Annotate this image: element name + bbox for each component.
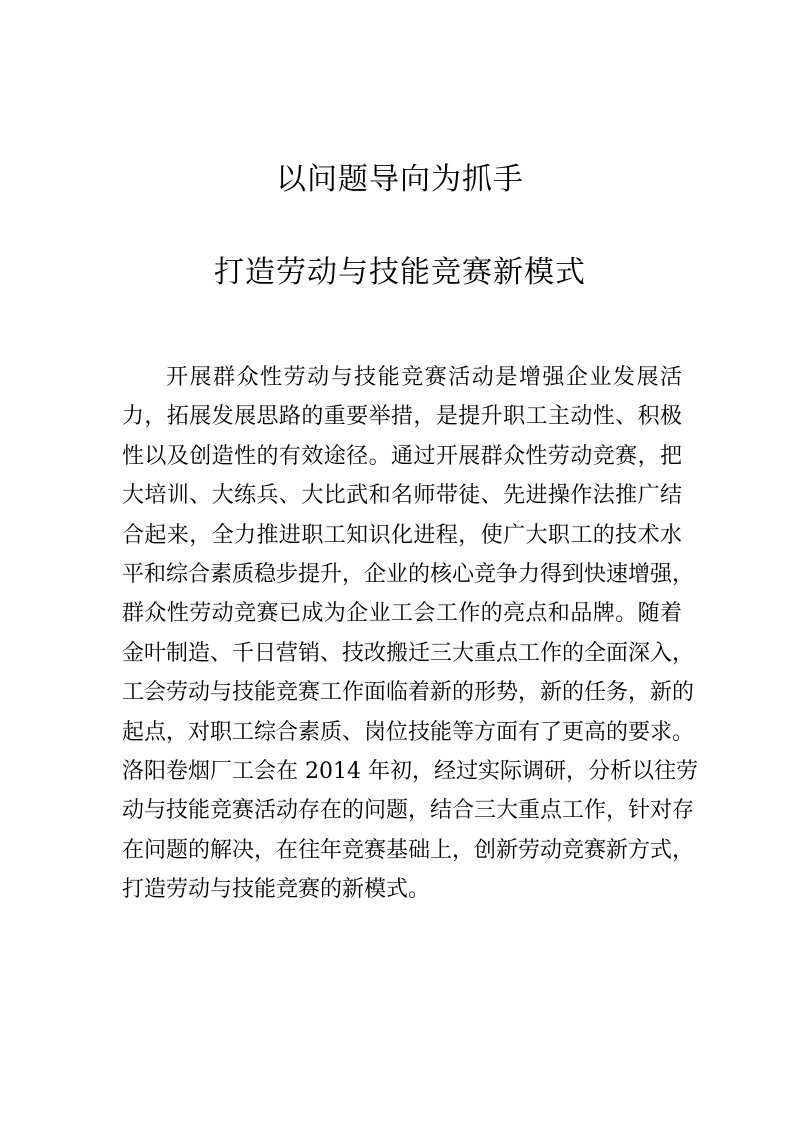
body-line: 大培训、大练兵、大比武和名师带徒、先进操作法推广结: [122, 483, 682, 509]
body-line: 起点，对职工综合素质、岗位技能等方面有了更高的要求。: [122, 719, 695, 745]
body-paragraph: [122, 358, 698, 910]
body-line: 性以及创造性的有效途径。通过开展群众性劳动竞赛，把: [122, 443, 682, 469]
body-line: 开展群众性劳动与技能竞赛活动是增强企业发展活: [166, 365, 682, 390]
document-title-line-2: 打造劳动与技能竞赛新模式: [214, 255, 586, 290]
body-line: 在问题的解决，在往年竞赛基础上，创新劳动竞赛新方式，: [122, 837, 695, 863]
body-line: 金叶制造、千日营销、技改搬迁三大重点工作的全面深入，: [122, 640, 695, 666]
body-line: 平和综合素质稳步提升，企业的核心竞争力得到快速增强，: [122, 562, 695, 588]
body-line: 力，拓展发展思路的重要举措，是提升职工主动性、积极: [122, 404, 682, 430]
body-line: 动与技能竞赛活动存在的问题，结合三大重点工作，针对存: [122, 798, 695, 824]
body-line: 工会劳动与技能竞赛工作面临着新的形势，新的任务，新的: [122, 680, 695, 706]
document-title-line-1: 以问题导向为抓手: [276, 162, 524, 197]
body-line: 打造劳动与技能竞赛的新模式。: [122, 877, 431, 903]
body-line: 洛阳卷烟厂工会在 2014 年初，经过实际调研，分析以往劳: [122, 759, 698, 785]
body-line: 群众性劳动竞赛已成为企业工会工作的亮点和品牌。随着: [122, 601, 682, 627]
body-line: 合起来，全力推进职工知识化进程，使广大职工的技术水: [122, 522, 682, 548]
